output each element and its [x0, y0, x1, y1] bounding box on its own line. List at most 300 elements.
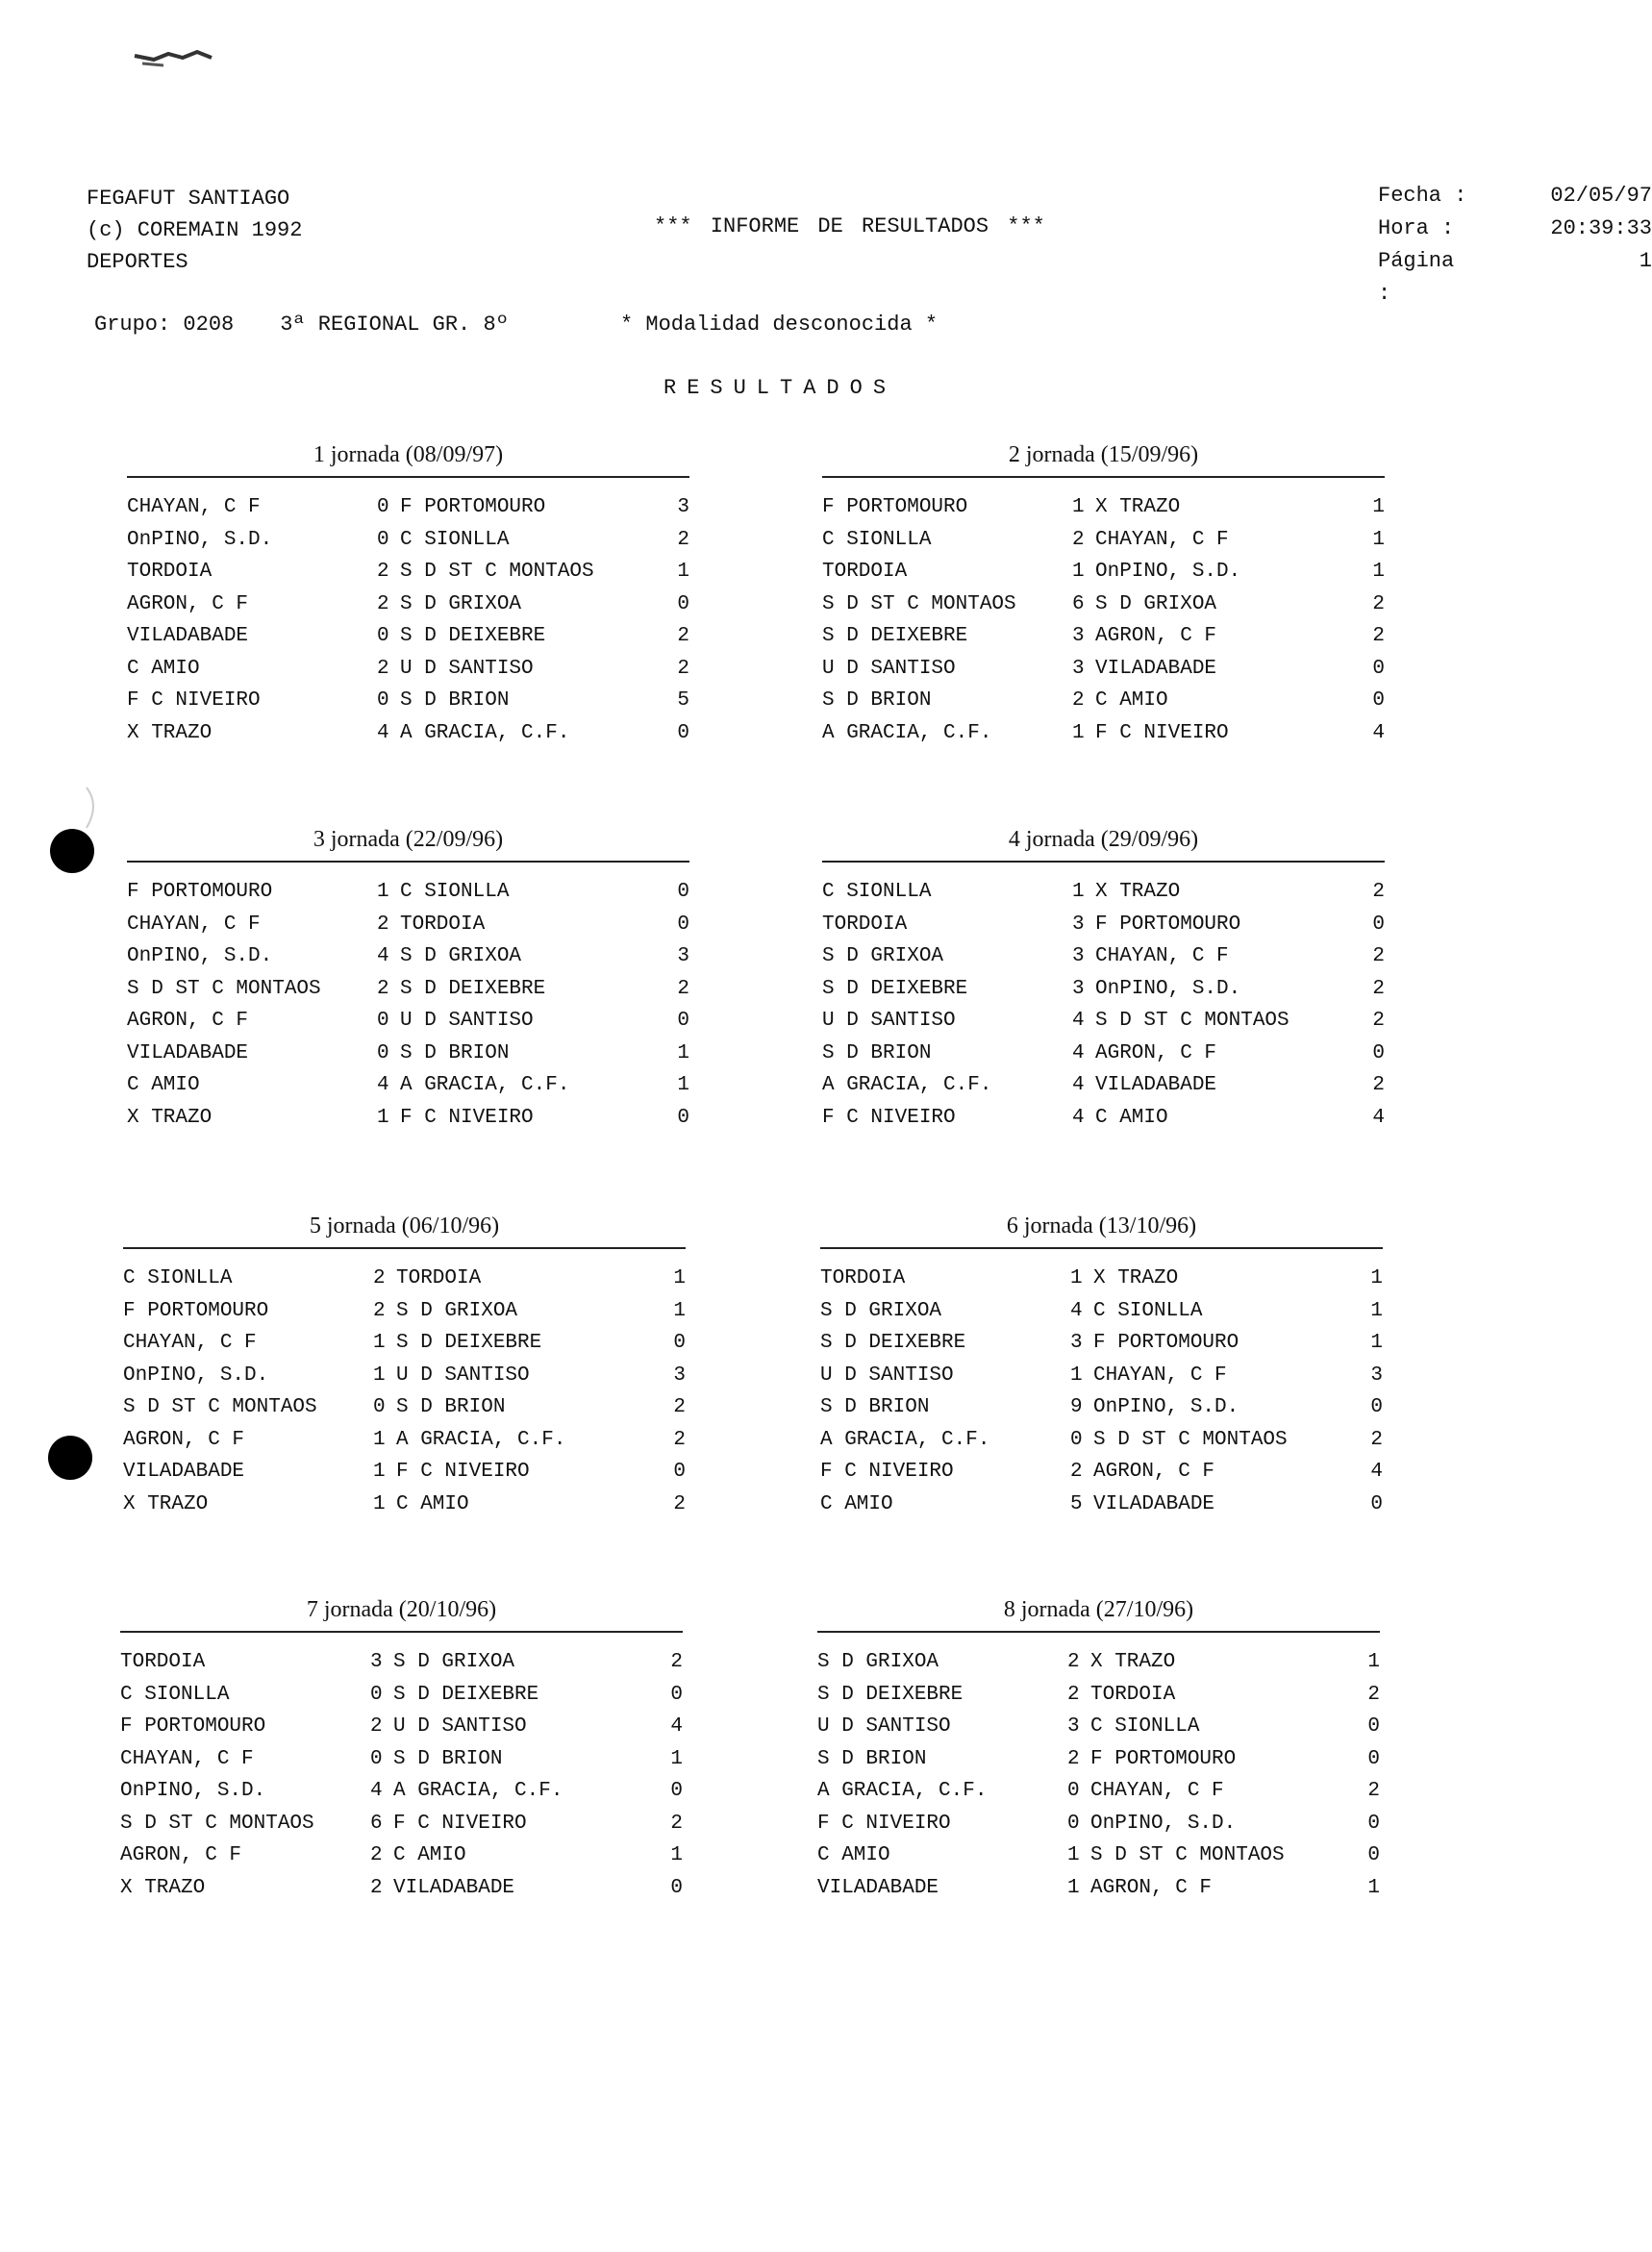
away-goals: 0: [677, 721, 689, 744]
home-team: OnPINO, S.D.: [120, 1780, 266, 1802]
home-team: OnPINO, S.D.: [127, 945, 273, 967]
away-team: C SIONLLA: [400, 881, 510, 903]
away-goals: 1: [1370, 1267, 1383, 1289]
away-goals: 2: [1372, 977, 1385, 1000]
match-row: [127, 620, 689, 653]
away-goals: 1: [673, 1267, 686, 1289]
away-team: C SIONLLA: [400, 528, 510, 551]
away-goals: 0: [1372, 1041, 1385, 1064]
home-goals: 4: [1072, 1106, 1085, 1129]
home-goals: 2: [377, 592, 389, 615]
modalidad: * Modalidad desconocida *: [620, 313, 939, 337]
home-goals: 3: [1067, 1715, 1080, 1738]
match-row: [817, 1775, 1380, 1808]
home-team: C AMIO: [817, 1844, 890, 1866]
jornada-title: 5 jornada (06/10/96): [309, 1214, 500, 1239]
home-goals: 1: [1067, 1844, 1080, 1866]
match-row: [120, 1839, 683, 1872]
match-row: [127, 588, 689, 621]
punch-hole-shadow: [77, 784, 106, 832]
away-goals: 0: [1370, 1492, 1383, 1515]
match-row: [127, 1038, 689, 1070]
match-row: [127, 491, 689, 524]
home-goals: 2: [377, 657, 389, 680]
match-row: [127, 1102, 689, 1135]
home-goals: 1: [377, 1106, 389, 1129]
away-goals: 1: [677, 561, 689, 583]
jornada-title: 4 jornada (29/09/96): [1008, 827, 1199, 852]
match-row: [127, 973, 689, 1006]
home-goals: 0: [373, 1396, 386, 1418]
home-goals: 0: [370, 1683, 383, 1706]
away-team: AGRON, C F: [1095, 1041, 1217, 1064]
section-title: RESULTADOS: [663, 376, 897, 400]
home-team: U D SANTISO: [822, 1010, 956, 1032]
match-row: [120, 1775, 683, 1808]
home-team: S D ST C MONTAOS: [123, 1396, 317, 1418]
home-goals: 4: [1070, 1299, 1083, 1322]
home-team: X TRAZO: [127, 721, 213, 744]
jornada-block: [817, 1592, 1380, 1904]
home-goals: 3: [1072, 625, 1085, 647]
away-team: C AMIO: [1095, 689, 1168, 712]
report-title: *** INFORME DE RESULTADOS ***: [654, 214, 1045, 238]
home-team: CHAYAN, C F: [120, 1747, 254, 1770]
away-team: OnPINO, S.D.: [1095, 561, 1241, 583]
away-team: S D ST C MONTAOS: [400, 561, 594, 583]
header-left: [87, 183, 302, 278]
jornada-block: [822, 822, 1385, 1134]
match-row: [822, 653, 1385, 686]
away-goals: 0: [673, 1332, 686, 1354]
home-goals: 2: [373, 1267, 386, 1289]
match-row: [127, 717, 689, 750]
hora-value: 20:39:33: [1550, 216, 1652, 240]
home-goals: 0: [377, 1010, 389, 1032]
away-goals: 1: [1367, 1876, 1380, 1899]
home-goals: 0: [377, 496, 389, 518]
jornada-block: [123, 1209, 686, 1520]
home-team: TORDOIA: [822, 561, 908, 583]
copyright: (c) COREMAIN 1992: [87, 218, 303, 242]
away-goals: 2: [670, 1812, 683, 1835]
away-goals: 3: [677, 496, 689, 518]
home-team: F PORTOMOURO: [120, 1715, 266, 1738]
home-goals: 1: [1067, 1876, 1080, 1899]
home-goals: 6: [370, 1812, 383, 1835]
match-row: [123, 1456, 686, 1489]
jornada-title: 3 jornada (22/09/96): [313, 827, 504, 852]
home-goals: 3: [1072, 977, 1085, 1000]
home-goals: 2: [370, 1715, 383, 1738]
away-goals: 3: [1370, 1364, 1383, 1387]
away-goals: 0: [677, 1010, 689, 1032]
match-row: [820, 1424, 1383, 1457]
away-goals: 1: [670, 1844, 683, 1866]
home-team: F PORTOMOURO: [822, 496, 968, 518]
home-team: CHAYAN, C F: [127, 496, 261, 518]
away-team: C AMIO: [396, 1492, 469, 1515]
home-goals: 2: [377, 561, 389, 583]
home-team: C SIONLLA: [822, 881, 932, 903]
away-team: TORDOIA: [400, 913, 486, 936]
away-goals: 2: [673, 1396, 686, 1418]
away-goals: 0: [1367, 1844, 1380, 1866]
away-goals: 2: [673, 1428, 686, 1451]
jornada-title: 6 jornada (13/10/96): [1006, 1214, 1197, 1239]
match-row: [123, 1360, 686, 1392]
match-row: [822, 876, 1385, 909]
away-goals: 5: [677, 689, 689, 712]
away-team: OnPINO, S.D.: [1095, 977, 1241, 1000]
away-team: S D DEIXEBRE: [396, 1332, 542, 1354]
away-goals: 2: [1367, 1683, 1380, 1706]
home-goals: 1: [373, 1461, 386, 1483]
match-row: [822, 588, 1385, 621]
match-row: [822, 620, 1385, 653]
jornada-divider: [127, 476, 689, 478]
away-team: S D GRIXOA: [1095, 592, 1217, 615]
fecha-value: 02/05/97: [1550, 184, 1652, 208]
jornada-title: 1 jornada (08/09/97): [313, 442, 504, 467]
away-goals: 0: [1370, 1396, 1383, 1418]
away-team: C SIONLLA: [1090, 1715, 1200, 1738]
home-team: CHAYAN, C F: [123, 1332, 257, 1354]
away-team: S D ST C MONTAOS: [1095, 1010, 1289, 1032]
away-goals: 0: [670, 1876, 683, 1899]
home-goals: 2: [377, 977, 389, 1000]
match-row: [123, 1424, 686, 1457]
away-goals: 2: [1372, 881, 1385, 903]
home-goals: 1: [1072, 561, 1085, 583]
match-row: [127, 653, 689, 686]
away-goals: 0: [1367, 1747, 1380, 1770]
jornada-divider: [127, 861, 689, 863]
away-goals: 0: [677, 592, 689, 615]
away-goals: 2: [1370, 1428, 1383, 1451]
hora-label: Hora :: [1378, 216, 1455, 240]
pagina-value: 1: [1639, 249, 1652, 273]
match-row: [820, 1489, 1383, 1521]
match-row: [822, 685, 1385, 717]
away-goals: 4: [1372, 721, 1385, 744]
away-team: S D GRIXOA: [400, 945, 522, 967]
away-goals: 2: [677, 977, 689, 1000]
home-team: S D BRION: [820, 1396, 930, 1418]
home-goals: 6: [1072, 592, 1085, 615]
away-goals: 4: [1370, 1461, 1383, 1483]
home-goals: 0: [377, 528, 389, 551]
match-row: [820, 1327, 1383, 1360]
home-goals: 4: [370, 1780, 383, 1802]
away-goals: 1: [1372, 561, 1385, 583]
away-team: OnPINO, S.D.: [1093, 1396, 1239, 1418]
home-goals: 1: [1070, 1364, 1083, 1387]
header-right: [1378, 180, 1652, 311]
home-team: S D BRION: [822, 1041, 932, 1064]
away-team: S D GRIXOA: [396, 1299, 518, 1322]
org-name: FEGAFUT SANTIAGO: [87, 187, 290, 211]
match-row: [127, 524, 689, 557]
home-team: AGRON, C F: [123, 1428, 245, 1451]
away-team: S D DEIXEBRE: [393, 1683, 539, 1706]
match-row: [127, 1005, 689, 1038]
match-row: [822, 1005, 1385, 1038]
punch-hole-top: [50, 829, 94, 873]
home-goals: 2: [370, 1876, 383, 1899]
away-team: VILADABADE: [1095, 1074, 1217, 1096]
match-row: [127, 876, 689, 909]
match-row: [127, 909, 689, 941]
home-team: S D GRIXOA: [817, 1651, 939, 1673]
jornada-divider: [817, 1631, 1380, 1633]
home-goals: 2: [373, 1299, 386, 1322]
away-goals: 0: [1372, 657, 1385, 680]
away-goals: 0: [677, 881, 689, 903]
match-row: [127, 685, 689, 717]
home-team: C SIONLLA: [822, 528, 932, 551]
scan-smudge: [125, 38, 240, 77]
away-team: CHAYAN, C F: [1093, 1364, 1227, 1387]
away-goals: 1: [673, 1299, 686, 1322]
home-team: S D ST C MONTAOS: [120, 1812, 314, 1835]
away-team: C SIONLLA: [1093, 1299, 1203, 1322]
match-row: [820, 1360, 1383, 1392]
away-team: C AMIO: [1095, 1106, 1168, 1129]
home-goals: 4: [377, 945, 389, 967]
away-goals: 2: [673, 1492, 686, 1515]
group-info: [94, 313, 509, 337]
home-goals: 1: [1072, 881, 1085, 903]
home-team: A GRACIA, C.F.: [822, 1074, 992, 1096]
jornada-divider: [120, 1631, 683, 1633]
home-team: C AMIO: [127, 657, 200, 680]
away-team: AGRON, C F: [1093, 1461, 1215, 1483]
away-team: TORDOIA: [1090, 1683, 1176, 1706]
away-team: VILADABADE: [1095, 657, 1217, 680]
match-row: [817, 1808, 1380, 1840]
home-goals: 2: [370, 1844, 383, 1866]
home-team: F C NIVEIRO: [817, 1812, 951, 1835]
away-goals: 0: [1372, 913, 1385, 936]
away-goals: 0: [1372, 689, 1385, 712]
home-goals: 4: [377, 721, 389, 744]
away-goals: 0: [677, 1106, 689, 1129]
away-team: A GRACIA, C.F.: [396, 1428, 566, 1451]
away-goals: 1: [670, 1747, 683, 1770]
away-team: S D BRION: [393, 1747, 503, 1770]
away-team: U D SANTISO: [393, 1715, 527, 1738]
home-goals: 2: [1072, 528, 1085, 551]
away-goals: 1: [677, 1041, 689, 1064]
home-team: U D SANTISO: [822, 657, 956, 680]
away-team: S D DEIXEBRE: [400, 625, 546, 647]
away-team: OnPINO, S.D.: [1090, 1812, 1237, 1835]
home-team: A GRACIA, C.F.: [817, 1780, 988, 1802]
away-team: A GRACIA, C.F.: [400, 721, 570, 744]
match-row: [820, 1263, 1383, 1295]
jornada-block: [820, 1209, 1383, 1520]
match-row: [820, 1295, 1383, 1328]
home-goals: 1: [1072, 721, 1085, 744]
home-team: F C NIVEIRO: [822, 1106, 956, 1129]
match-row: [820, 1456, 1383, 1489]
home-goals: 0: [1070, 1428, 1083, 1451]
away-team: X TRAZO: [1095, 881, 1181, 903]
away-goals: 2: [1372, 592, 1385, 615]
away-team: F C NIVEIRO: [396, 1461, 530, 1483]
home-team: S D DEIXEBRE: [822, 625, 968, 647]
away-team: X TRAZO: [1093, 1267, 1179, 1289]
match-row: [817, 1743, 1380, 1776]
home-goals: 2: [1067, 1747, 1080, 1770]
away-goals: 0: [670, 1683, 683, 1706]
away-team: S D ST C MONTAOS: [1090, 1844, 1285, 1866]
match-row: [123, 1263, 686, 1295]
home-team: U D SANTISO: [820, 1364, 954, 1387]
away-goals: 2: [1372, 1074, 1385, 1096]
home-team: S D DEIXEBRE: [817, 1683, 964, 1706]
jornada-block: [127, 822, 689, 1134]
home-team: S D ST C MONTAOS: [127, 977, 321, 1000]
home-goals: 4: [1072, 1041, 1085, 1064]
home-goals: 0: [1067, 1812, 1080, 1835]
away-goals: 0: [670, 1780, 683, 1802]
match-row: [123, 1327, 686, 1360]
home-team: TORDOIA: [822, 913, 908, 936]
away-goals: 2: [1372, 1010, 1385, 1032]
match-row: [822, 1038, 1385, 1070]
jornada-title: 7 jornada (20/10/96): [306, 1597, 497, 1622]
home-goals: 4: [377, 1074, 389, 1096]
away-goals: 0: [1367, 1715, 1380, 1738]
home-goals: 2: [377, 913, 389, 936]
home-team: A GRACIA, C.F.: [822, 721, 992, 744]
match-row: [120, 1743, 683, 1776]
home-goals: 3: [1072, 657, 1085, 680]
away-team: F PORTOMOURO: [1095, 913, 1241, 936]
group-category: 3ª REGIONAL GR. 8º: [280, 313, 509, 337]
jornada-divider: [820, 1247, 1383, 1249]
match-row: [127, 940, 689, 973]
home-team: C SIONLLA: [120, 1683, 230, 1706]
away-team: CHAYAN, C F: [1090, 1780, 1224, 1802]
away-team: F C NIVEIRO: [393, 1812, 527, 1835]
jornada-block: [127, 438, 689, 749]
home-goals: 1: [373, 1492, 386, 1515]
home-goals: 4: [1072, 1074, 1085, 1096]
away-goals: 2: [677, 657, 689, 680]
away-goals: 2: [1372, 945, 1385, 967]
away-goals: 2: [670, 1651, 683, 1673]
away-team: F PORTOMOURO: [1093, 1332, 1239, 1354]
home-goals: 1: [373, 1332, 386, 1354]
home-goals: 2: [1072, 689, 1085, 712]
away-team: U D SANTISO: [400, 1010, 534, 1032]
department: DEPORTES: [87, 250, 188, 274]
home-goals: 5: [1070, 1492, 1083, 1515]
home-team: S D DEIXEBRE: [820, 1332, 966, 1354]
home-goals: 0: [370, 1747, 383, 1770]
home-goals: 1: [1070, 1267, 1083, 1289]
away-team: A GRACIA, C.F.: [400, 1074, 570, 1096]
home-team: AGRON, C F: [127, 592, 249, 615]
away-goals: 1: [1372, 528, 1385, 551]
home-goals: 3: [1072, 913, 1085, 936]
home-team: A GRACIA, C.F.: [820, 1428, 990, 1451]
home-team: VILADABADE: [123, 1461, 245, 1483]
away-team: S D ST C MONTAOS: [1093, 1428, 1288, 1451]
away-team: VILADABADE: [1093, 1492, 1215, 1515]
away-goals: 1: [1370, 1332, 1383, 1354]
away-team: S D DEIXEBRE: [400, 977, 546, 1000]
match-row: [120, 1711, 683, 1743]
home-team: OnPINO, S.D.: [127, 528, 273, 551]
home-goals: 0: [377, 1041, 389, 1064]
jornada-block: [120, 1592, 683, 1904]
match-row: [822, 491, 1385, 524]
home-goals: 2: [1067, 1651, 1080, 1673]
away-team: F PORTOMOURO: [1090, 1747, 1237, 1770]
away-goals: 2: [1372, 625, 1385, 647]
jornada-title: 8 jornada (27/10/96): [1003, 1597, 1194, 1622]
home-goals: 2: [1070, 1461, 1083, 1483]
match-row: [127, 556, 689, 588]
away-team: A GRACIA, C.F.: [393, 1780, 563, 1802]
home-team: TORDOIA: [820, 1267, 906, 1289]
away-goals: 1: [1370, 1299, 1383, 1322]
away-goals: 1: [1372, 496, 1385, 518]
match-row: [120, 1679, 683, 1712]
home-team: F PORTOMOURO: [123, 1299, 269, 1322]
away-goals: 4: [670, 1715, 683, 1738]
match-row: [127, 1069, 689, 1102]
home-team: C SIONLLA: [123, 1267, 233, 1289]
home-team: VILADABADE: [127, 1041, 249, 1064]
away-goals: 3: [677, 945, 689, 967]
home-team: S D BRION: [817, 1747, 927, 1770]
away-team: C AMIO: [393, 1844, 466, 1866]
away-team: U D SANTISO: [400, 657, 534, 680]
home-team: VILADABADE: [127, 625, 249, 647]
home-team: F C NIVEIRO: [127, 689, 261, 712]
match-row: [822, 1102, 1385, 1135]
away-team: VILADABADE: [393, 1876, 515, 1899]
jornada-divider: [123, 1247, 686, 1249]
home-goals: 9: [1070, 1396, 1083, 1418]
home-team: S D ST C MONTAOS: [822, 592, 1016, 615]
group-label: Grupo: 0208: [94, 313, 235, 337]
away-goals: 0: [1367, 1812, 1380, 1835]
away-goals: 0: [677, 913, 689, 936]
home-goals: 3: [1072, 945, 1085, 967]
away-team: S D GRIXOA: [400, 592, 522, 615]
home-team: AGRON, C F: [120, 1844, 242, 1866]
home-team: F PORTOMOURO: [127, 881, 273, 903]
home-team: S D GRIXOA: [820, 1299, 942, 1322]
away-goals: 2: [677, 528, 689, 551]
away-goals: 3: [673, 1364, 686, 1387]
match-row: [123, 1295, 686, 1328]
away-goals: 1: [677, 1074, 689, 1096]
home-goals: 4: [1072, 1010, 1085, 1032]
away-team: F C NIVEIRO: [1095, 721, 1229, 744]
home-goals: 0: [377, 689, 389, 712]
match-row: [822, 556, 1385, 588]
away-team: F C NIVEIRO: [400, 1106, 534, 1129]
away-team: S D GRIXOA: [393, 1651, 515, 1673]
home-team: X TRAZO: [120, 1876, 206, 1899]
